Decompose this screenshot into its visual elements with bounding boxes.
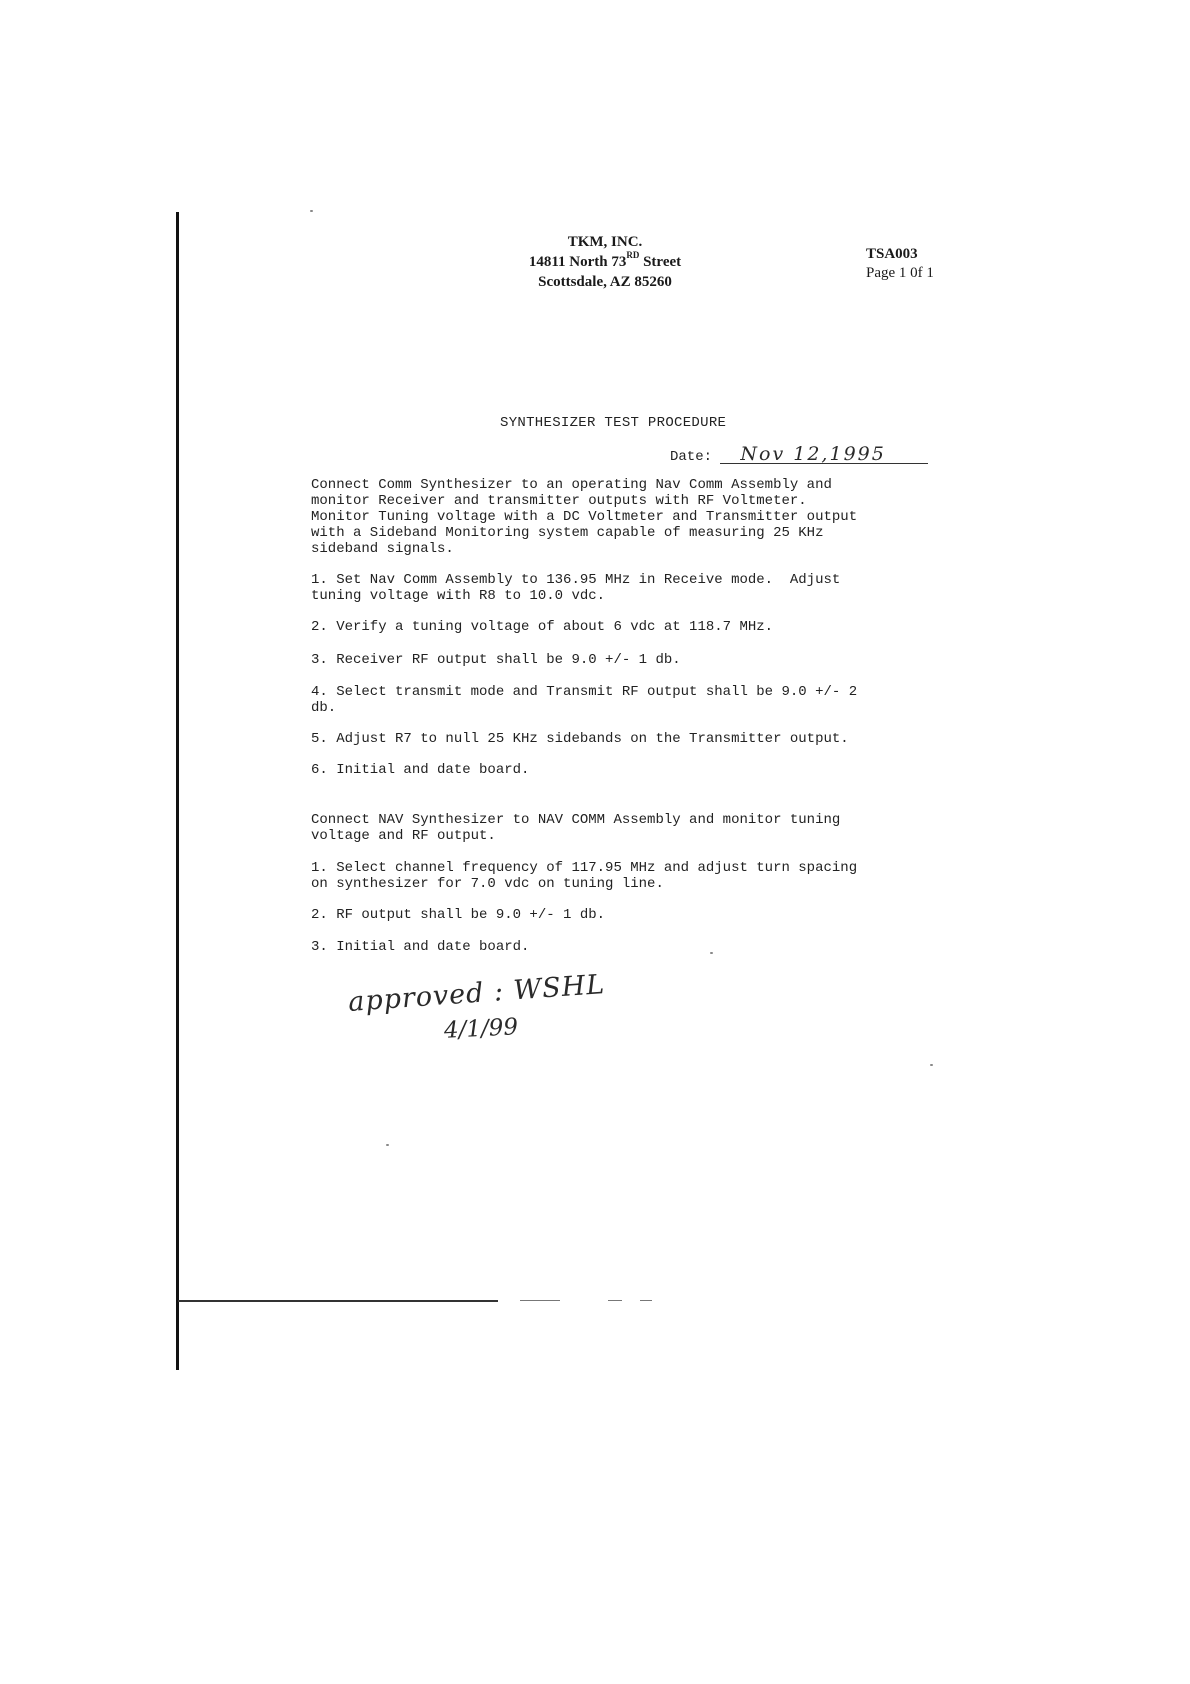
scan-edge-line — [176, 212, 179, 1370]
date-value: Nov 12,1995 — [720, 445, 928, 464]
scan-speck — [930, 1064, 933, 1066]
scan-dash — [520, 1300, 560, 1301]
scan-dash — [608, 1300, 622, 1301]
approval-date: 4/1/99 — [443, 1014, 519, 1044]
comm-intro: Connect Comm Synthesizer to an operating Nav Comm Assembly and monitor Receiver and transmitter outputs with RF Voltmeter. Monitor Tuning voltage with a DC Voltmeter and Transmitter output with a Sideband Monitoring system capable of measuring 25 KHz sideband signals. — [311, 477, 858, 557]
nav-step: 3. Initial and date board. — [311, 939, 530, 955]
comm-step: 5. Adjust R7 to null 25 KHz sidebands on the Transmitter output. — [311, 731, 849, 747]
comm-step: 6. Initial and date board. — [311, 762, 530, 778]
company-city: Scottsdale, AZ 85260 — [538, 274, 672, 290]
nav-step: 2. RF output shall be 9.0 +/- 1 db. — [311, 907, 606, 923]
document-title: SYNTHESIZER TEST PROCEDURE — [500, 415, 727, 431]
document-id-block — [866, 245, 934, 283]
comm-step: 2. Verify a tuning voltage of about 6 vdc at 118.7 MHz. — [311, 619, 774, 635]
comm-step: 4. Select transmit mode and Transmit RF output shall be 9.0 +/- 2 db. — [311, 684, 858, 716]
approval-signature: approved : WSHL — [347, 969, 607, 1018]
comm-step: 1. Set Nav Comm Assembly to 136.95 MHz in Receive mode. Adjust tuning voltage with R8 to 10.0 vdc. — [311, 572, 841, 604]
company-name: TKM, INC. — [567, 234, 643, 250]
nav-step: 1. Select channel frequency of 117.95 MHz and adjust turn spacing on synthesizer for 7.0 vdc on tuning line. — [311, 860, 858, 892]
date-label: Date: — [670, 449, 713, 465]
date-line — [670, 445, 928, 465]
scan-dash — [640, 1300, 652, 1301]
letterhead — [470, 232, 740, 292]
scan-speck — [386, 1144, 389, 1146]
street-word: Street — [639, 254, 682, 270]
street-suffix: RD — [626, 250, 640, 260]
page-info: Page 1 0f 1 — [866, 265, 934, 281]
nav-intro: Connect NAV Synthesizer to NAV COMM Assembly and monitor tuning voltage and RF output. — [311, 812, 841, 844]
company-street — [470, 252, 740, 272]
document-code: TSA003 — [866, 246, 918, 262]
comm-step: 3. Receiver RF output shall be 9.0 +/- 1 db. — [311, 652, 681, 668]
street-number: 14811 North 73 — [528, 254, 627, 270]
scan-speck — [310, 210, 313, 212]
scan-bottom-line — [178, 1300, 498, 1302]
